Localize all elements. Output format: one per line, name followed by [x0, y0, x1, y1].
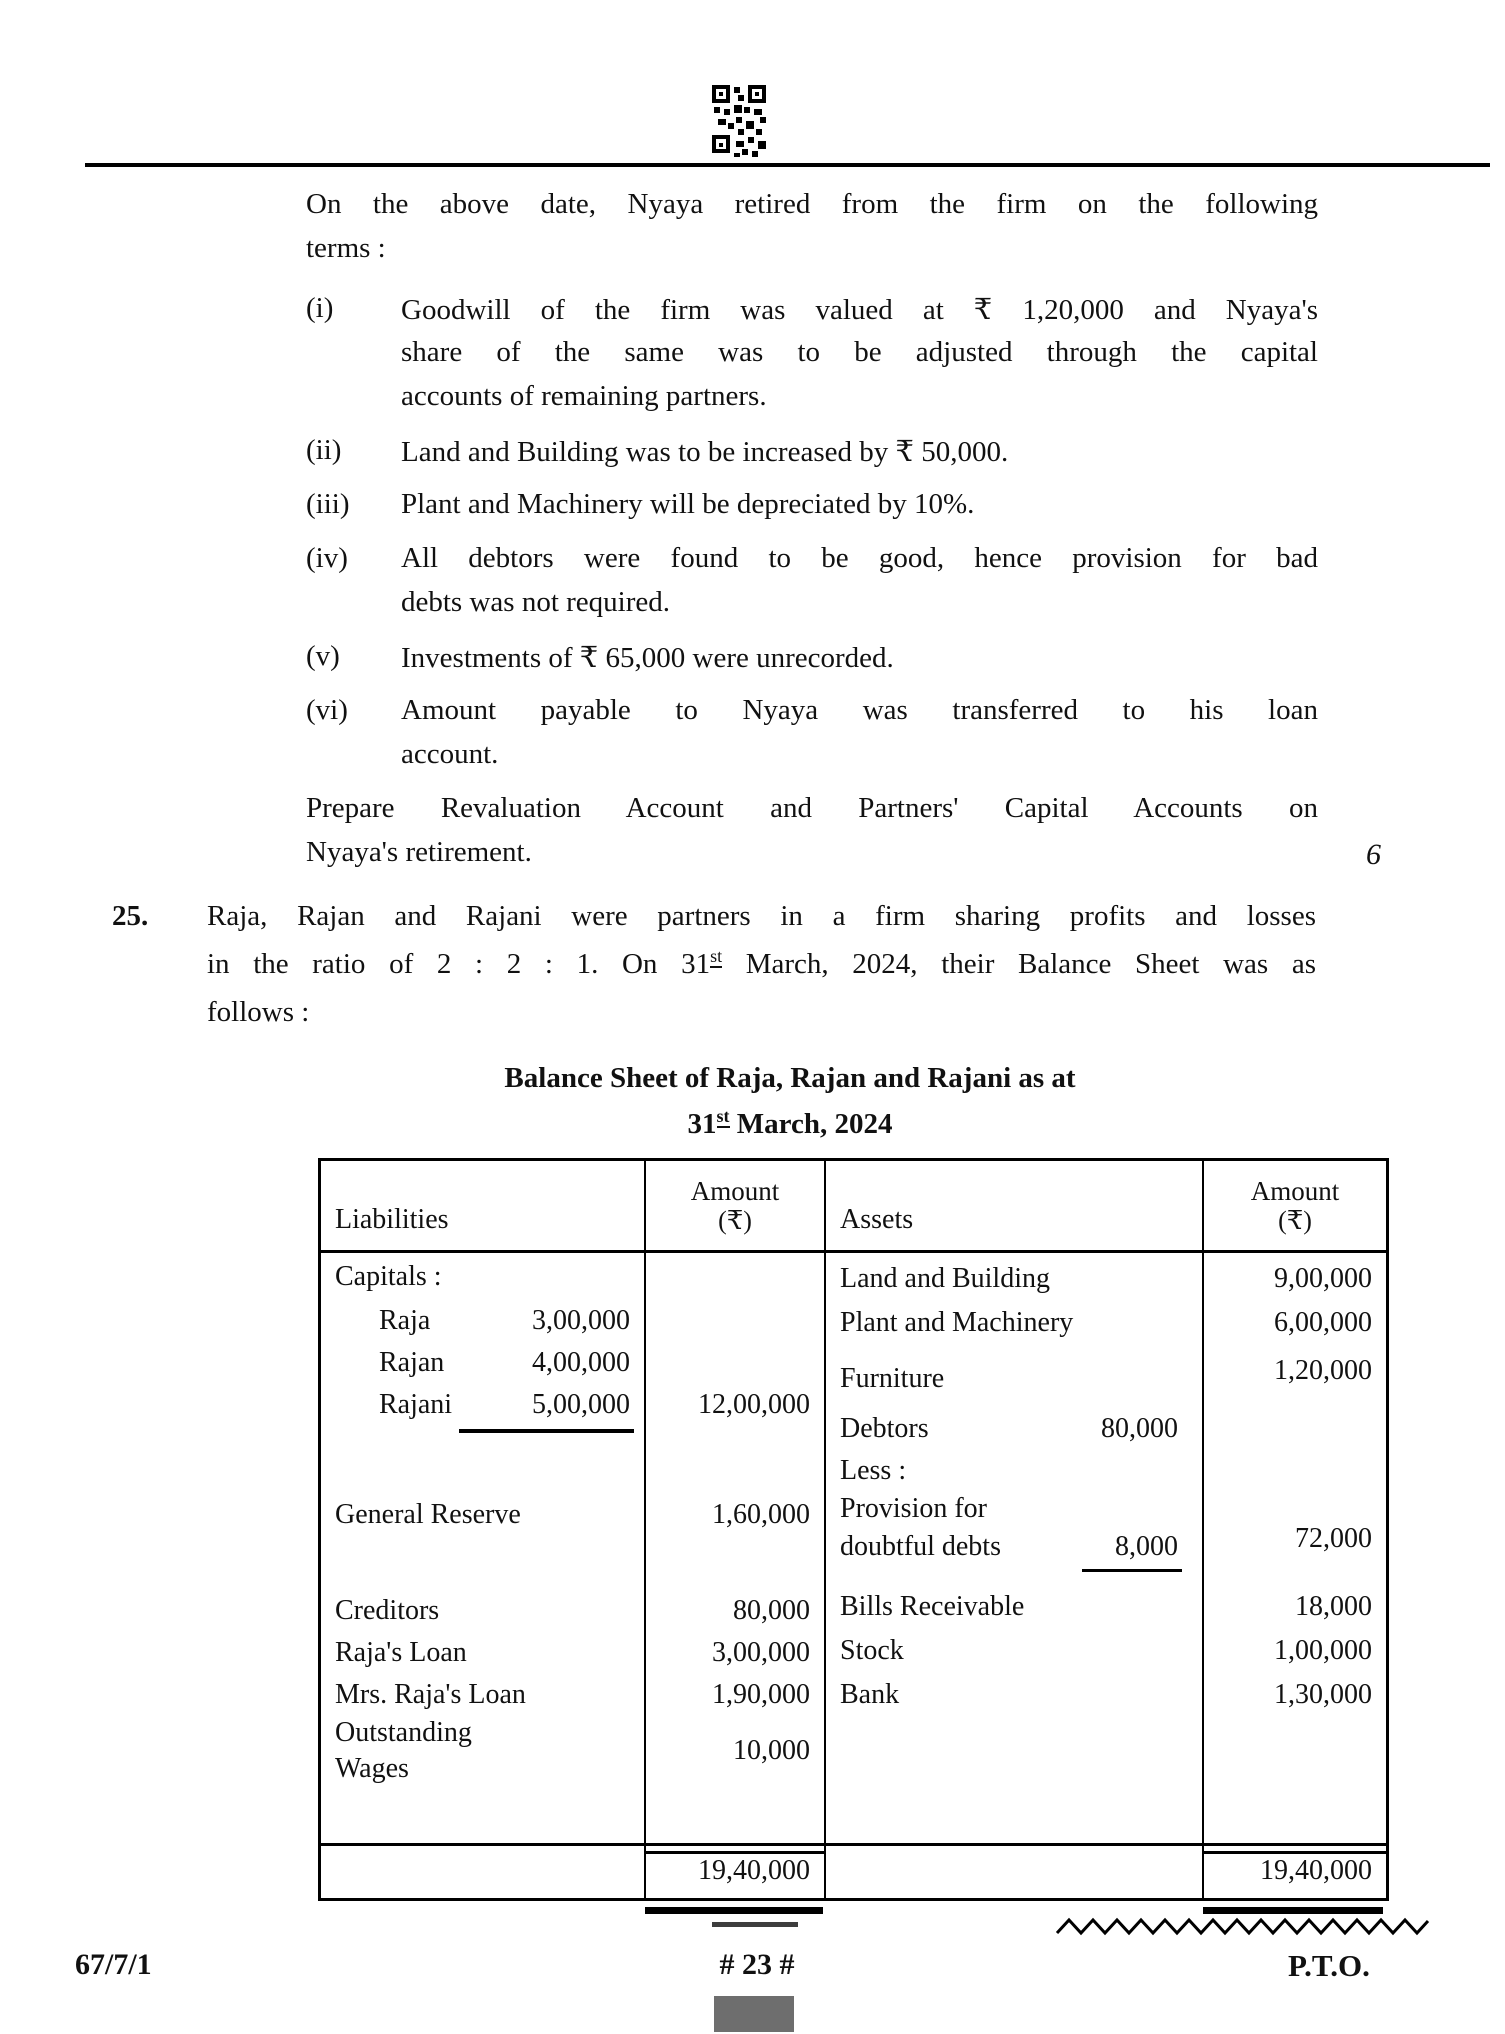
column-header-assets: Assets	[826, 1161, 1204, 1253]
term-item-vi	[306, 694, 1318, 782]
debtors-gross-amount: 80,000	[1101, 1413, 1178, 1444]
asset-label: Plant and Machinery	[840, 1307, 1074, 1338]
term-line: Amount payable to Nyaya was transferred to his loan	[401, 694, 1318, 726]
liability-amount: 80,000	[733, 1595, 810, 1626]
term-item-i	[306, 292, 1318, 424]
liabilities-total: 19,40,000	[646, 1843, 826, 1898]
zigzag-divider	[1056, 1916, 1430, 1938]
liability-label: Raja's Loan	[335, 1637, 467, 1668]
column-header-amount-left: Amount (₹)	[646, 1161, 826, 1253]
term-item-iii	[306, 488, 1318, 532]
term-item-v	[306, 640, 1318, 684]
asset-amount: 6,00,000	[1274, 1307, 1372, 1338]
less-label: Less :	[840, 1455, 907, 1486]
asset-amount: 72,000	[1295, 1523, 1372, 1554]
liability-amount: 1,60,000	[712, 1499, 810, 1530]
balance-sheet-date: 31st March, 2024	[687, 1106, 893, 1140]
superscript-st: st	[710, 948, 723, 967]
assets-column	[826, 1253, 1204, 1843]
capitals-sum-underline	[459, 1429, 634, 1433]
pto-label: P.T.O.	[1288, 1948, 1370, 1983]
term-marker: (iii)	[306, 488, 350, 520]
rupee-symbol: (₹)	[718, 1206, 752, 1236]
asset-label: Furniture	[840, 1363, 945, 1394]
asset-label: Bills Receivable	[840, 1591, 1025, 1622]
liabilities-amount-column	[646, 1253, 826, 1843]
capital-partner-name: Rajani	[379, 1389, 453, 1420]
provision-amount: 8,000	[1115, 1531, 1178, 1562]
superscript-st: st	[716, 1106, 730, 1127]
prepare-line: Nyaya's retirement.	[306, 836, 532, 868]
intro-line: On the above date, Nyaya retired from the firm on the following	[306, 188, 1318, 220]
marks-value: 6	[1366, 838, 1381, 871]
redaction-box	[714, 1996, 794, 2032]
asset-label: Stock	[840, 1635, 904, 1666]
provision-label: doubtful debts	[840, 1531, 1001, 1562]
asset-label: Land and Building	[840, 1263, 1050, 1294]
balance-sheet-title: Balance Sheet of Raja, Rajan and Rajani as at	[504, 1062, 1076, 1094]
term-line: debts was not required.	[401, 586, 670, 618]
capital-partner-name: Rajan	[379, 1347, 445, 1378]
capital-partner-amount: 3,00,000	[532, 1305, 630, 1336]
term-item-ii	[306, 434, 1318, 478]
capital-partner-amount: 5,00,000	[532, 1389, 630, 1420]
total-underline-bar	[645, 1907, 823, 1914]
liability-label: Outstanding	[335, 1717, 472, 1748]
term-marker: (v)	[306, 640, 340, 672]
asset-label: Debtors	[840, 1413, 929, 1444]
column-header-amount-right: Amount (₹)	[1204, 1161, 1386, 1253]
q25-line: Raja, Rajan and Rajani were partners in a firm sharing profits and losses	[207, 900, 1316, 932]
paper-code: 67/7/1	[75, 1948, 152, 1981]
term-marker: (i)	[306, 292, 334, 324]
term-line: Land and Building was to be increased by ₹ 50,000.	[401, 436, 1009, 468]
asset-amount: 1,20,000	[1274, 1355, 1372, 1386]
liability-amount: 1,90,000	[712, 1679, 810, 1710]
total-underline-bar	[1203, 1907, 1383, 1914]
term-line: account.	[401, 738, 499, 770]
term-line: share of the same was to be adjusted through the capital	[401, 336, 1318, 368]
term-marker: (iv)	[306, 542, 348, 574]
header-rule	[85, 163, 1490, 167]
balance-sheet-table	[318, 1158, 1389, 1901]
column-header-liabilities: Liabilities	[321, 1161, 646, 1253]
liability-amount: 3,00,000	[712, 1637, 810, 1668]
capital-partner-name: Raja	[379, 1305, 431, 1336]
term-line: accounts of remaining partners.	[401, 380, 767, 412]
page-number-rule	[712, 1922, 798, 1927]
term-marker: (ii)	[306, 434, 342, 466]
capital-partner-amount: 4,00,000	[532, 1347, 630, 1378]
provision-label: Provision for	[840, 1493, 987, 1524]
liability-amount: 10,000	[733, 1735, 810, 1766]
liability-label: Mrs. Raja's Loan	[335, 1679, 526, 1710]
term-item-iv	[306, 542, 1318, 630]
liabilities-column	[321, 1253, 646, 1843]
total-row-assets-spacer	[826, 1843, 1204, 1898]
asset-amount: 18,000	[1295, 1591, 1372, 1622]
provision-underline	[1082, 1569, 1182, 1572]
capitals-heading: Capitals :	[335, 1261, 442, 1292]
question-number: 25.	[112, 900, 149, 932]
assets-total: 19,40,000	[1204, 1843, 1386, 1898]
assets-amount-column	[1204, 1253, 1386, 1843]
prepare-line: Prepare Revaluation Account and Partners' Capital Accounts on	[306, 792, 1318, 824]
asset-amount: 9,00,000	[1274, 1263, 1372, 1294]
intro-paragraph	[306, 188, 1318, 276]
asset-amount: 1,30,000	[1274, 1679, 1372, 1710]
term-marker: (vi)	[306, 694, 348, 726]
question-text-block	[112, 188, 1318, 1044]
q25-line: follows :	[207, 996, 310, 1028]
intro-line: terms :	[306, 232, 386, 264]
asset-label: Bank	[840, 1679, 900, 1710]
rupee-symbol: (₹)	[1278, 1206, 1312, 1236]
qr-code-icon	[710, 83, 768, 159]
total-row-liabilities-spacer	[321, 1843, 646, 1898]
liability-label: Creditors	[335, 1595, 440, 1626]
liability-label: General Reserve	[335, 1499, 521, 1530]
liability-label: Wages	[335, 1753, 409, 1784]
term-line: Investments of ₹ 65,000 were unrecorded.	[401, 642, 894, 674]
liability-amount: 12,00,000	[698, 1389, 810, 1420]
prepare-instruction	[306, 792, 1318, 880]
q25-line: in the ratio of 2 : 2 : 1. On 31st March, 2024, their Balance Sheet was as	[207, 948, 1316, 980]
term-line: All debtors were found to be good, hence provision for bad	[401, 542, 1318, 574]
term-line: Goodwill of the firm was valued at ₹ 1,20,000 and Nyaya's	[401, 294, 1318, 326]
page-number: # 23 #	[719, 1948, 795, 1981]
term-line: Plant and Machinery will be depreciated by 10%.	[401, 488, 975, 520]
question-25	[112, 900, 1316, 1044]
asset-amount: 1,00,000	[1274, 1635, 1372, 1666]
